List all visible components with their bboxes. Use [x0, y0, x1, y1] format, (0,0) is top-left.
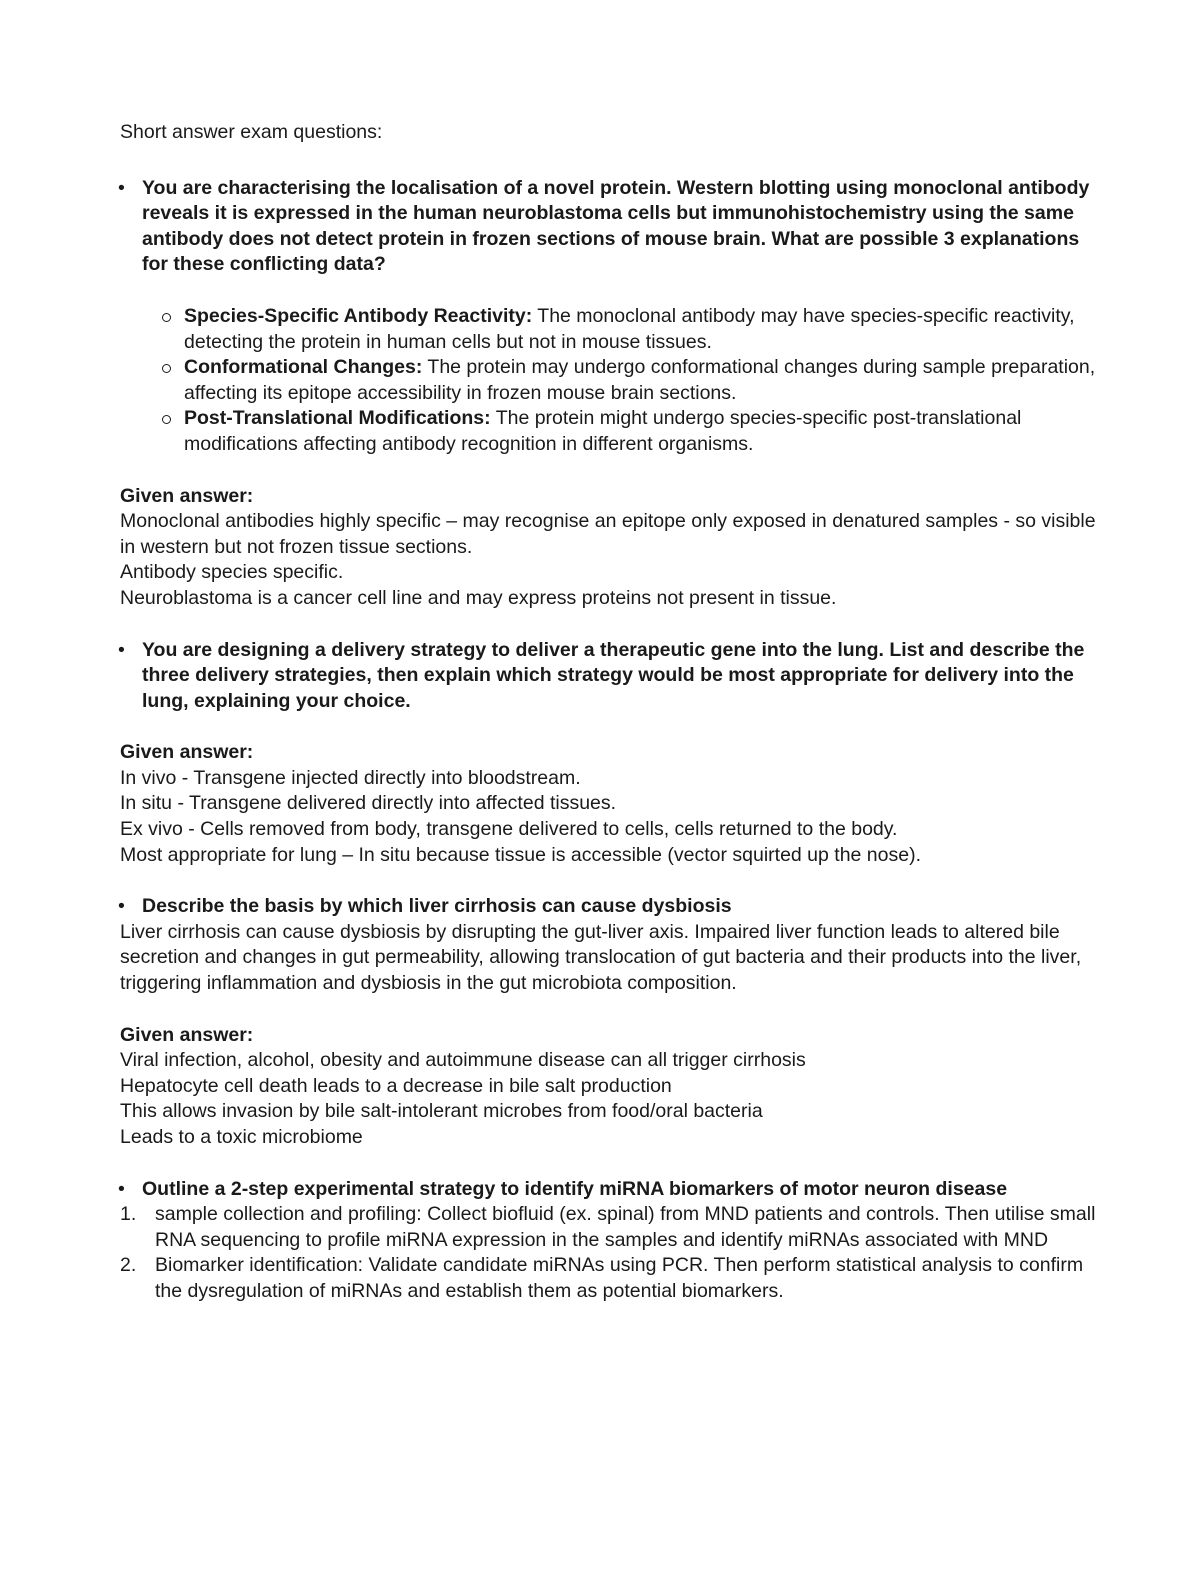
given-answer-line: Most appropriate for lung – In situ because tissue is accessible (vector squirted up the nose). — [120, 843, 922, 866]
explanation-title: Species-Specific Antibody Reactivity: — [184, 304, 533, 327]
question-1 — [120, 176, 1100, 278]
explanation-item — [162, 406, 1100, 457]
explanation-text: The protein might undergo species-specific post-translational modifications affecting antibody recognition in different organisms. — [184, 407, 1022, 455]
bullet-icon: • — [118, 1177, 125, 1200]
explanation-text: The monoclonal antibody may have species-specific reactivity, detecting the protein in human cells but not in mouse tissues. — [184, 304, 1075, 353]
step-number: 1. — [120, 1203, 137, 1226]
explanation-item — [162, 355, 1100, 406]
question-2 — [120, 638, 1100, 715]
step-text: sample collection and profiling: Collect biofluid (ex. spinal) from MND patients and controls. Then utilise small RNA sequencing to profile miRNA expression in the samples and identify miRNAs associated with MND — [155, 1203, 1096, 1251]
explanation-title: Conformational Changes: — [184, 356, 423, 379]
question-1-text: You are characterising the localisation of a novel protein. Western blotting using monoclonal antibody reveals it is expressed in the human neuroblastoma cells but immunohistochemistry using the same antibody does not detect protein in frozen sections of mouse brain. What are possible 3 explanations for these conflicting data? — [142, 176, 1090, 276]
given-answer-line: Antibody species specific. — [120, 561, 344, 584]
step-item — [120, 1202, 1100, 1253]
page-heading: Short answer exam questions: — [120, 121, 383, 143]
question-3-text: Describe the basis by which liver cirrhosis can cause dysbiosis — [142, 895, 732, 918]
given-answer-line: In vivo - Transgene injected directly into bloodstream. — [120, 766, 581, 789]
explanations-list — [162, 304, 1100, 458]
given-answer-line: Viral infection, alcohol, obesity and autoimmune disease can all trigger cirrhosis — [120, 1049, 806, 1072]
explanation-text: The protein may undergo conformational changes during sample preparation, affecting its epitope accessibility in frozen mouse brain sections. — [184, 356, 1096, 404]
given-answer-title: Given answer: — [120, 1023, 254, 1046]
question-4 — [120, 1177, 1100, 1203]
given-answer-line: Ex vivo - Cells removed from body, transgene delivered to cells, cells returned to the body. — [120, 818, 898, 841]
given-answer-line: Hepatocyte cell death leads to a decrease in bile salt production — [120, 1074, 672, 1097]
bullet-icon: • — [118, 895, 125, 918]
given-answer-line: Neuroblastoma is a cancer cell line and may express proteins not present in tissue. — [120, 586, 837, 609]
hollow-circle-bullet-icon — [162, 313, 171, 322]
given-answer-title: Given answer: — [120, 741, 254, 764]
explanation-title: Post-Translational Modifications: — [184, 407, 491, 430]
question-3 — [120, 894, 1100, 920]
explanation-item — [162, 304, 1100, 355]
step-item — [120, 1253, 1100, 1304]
bullet-icon: • — [118, 638, 125, 661]
step-text: Biomarker identification: Validate candidate miRNAs using PCR. Then perform statistical analysis to confirm the dysregulation of miRNAs and establish them as potential biomarkers. — [155, 1254, 1084, 1302]
bullet-icon: • — [118, 176, 125, 199]
given-answer-line: In situ - Transgene delivered directly into affected tissues. — [120, 792, 617, 815]
given-answer-line: This allows invasion by bile salt-intolerant microbes from food/oral bacteria — [120, 1100, 763, 1123]
step-number: 2. — [120, 1254, 137, 1277]
given-answer-line: Leads to a toxic microbiome — [120, 1126, 363, 1148]
hollow-circle-bullet-icon — [162, 415, 171, 424]
given-answer-line: Monoclonal antibodies highly specific – may recognise an epitope only exposed in denatured samples - so visible in western but not frozen tissue sections. — [120, 510, 1096, 558]
hollow-circle-bullet-icon — [162, 364, 171, 373]
given-answer-title: Given answer: — [120, 484, 254, 507]
question-4-text: Outline a 2-step experimental strategy to identify miRNA biomarkers of motor neuron disease — [142, 1177, 1008, 1200]
question-2-text: You are designing a delivery strategy to deliver a therapeutic gene into the lung. List and describe the three delivery strategies, then explain which strategy would be most appropriate for delivery into the lung, explaining your choice. — [142, 638, 1085, 712]
question-3-answer: Liver cirrhosis can cause dysbiosis by disrupting the gut-liver axis. Impaired liver function leads to altered bile secretion and changes in gut permeability, allowing translocation of gut bacteria and their products into the liver, triggering inflammation and dysbiosis in the gut microbiota composition. — [120, 920, 1082, 995]
